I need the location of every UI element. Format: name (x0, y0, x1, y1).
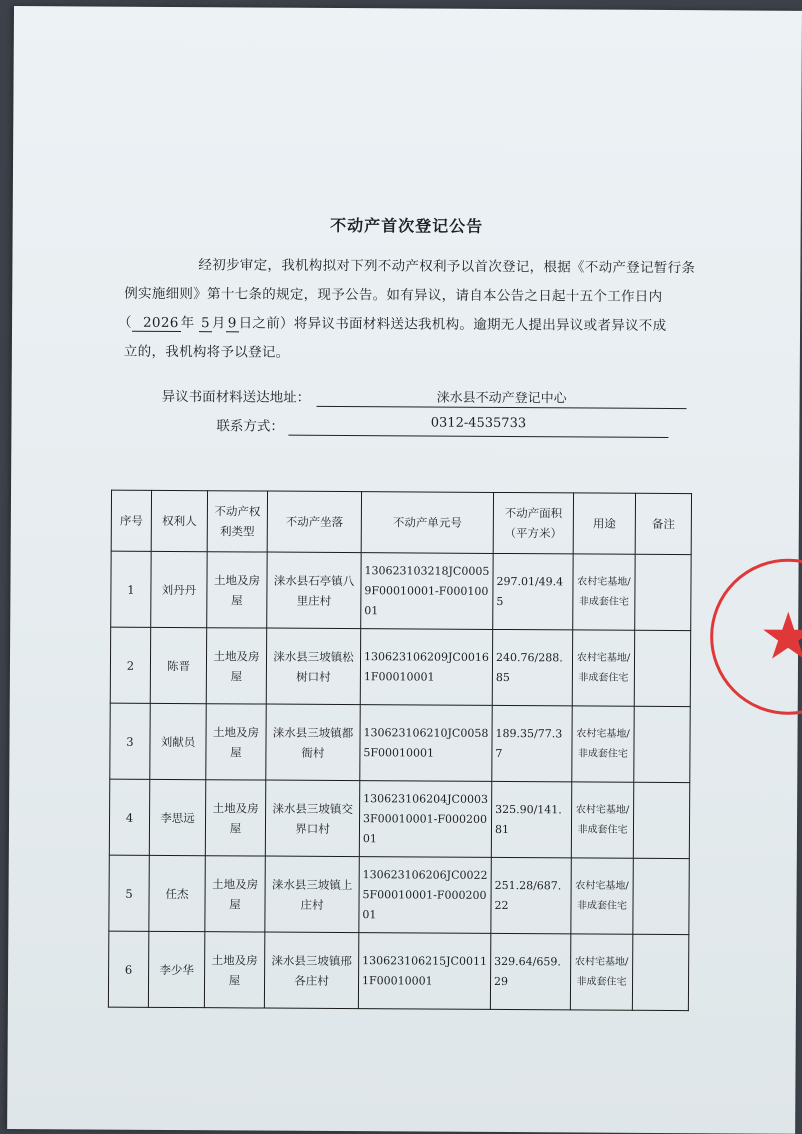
contact-label: 联系方式： (216, 418, 284, 435)
table-row (110, 627, 690, 707)
address-label: 异议书面材料送达地址： (161, 388, 311, 406)
cell-usage: 农村宅基地/非成套住宅 (571, 858, 633, 934)
cell-usage: 农村宅基地/非成套住宅 (572, 630, 634, 706)
cell-owner: 刘丹丹 (151, 551, 207, 627)
body-line-3: （ 2026 年 5 月 9 日之前）将异议书面材料送达我机构。逾期无人提出异议或者异议不成 (118, 314, 667, 334)
seal-graphic (713, 561, 802, 712)
cell-owner: 刘献员 (150, 703, 206, 779)
header-cell: 备注 (635, 493, 691, 554)
cell-location: 涞水县三坡镇都衙村 (266, 704, 360, 781)
body-line-4: 立的，我机构将予以登记。 (123, 343, 290, 361)
cell-unit-number: 130623106215JC00111F00010001 (358, 933, 490, 1010)
registration-table (108, 490, 692, 1012)
table-row (108, 931, 688, 1011)
cell-unit-number: 130623106204JC00033F00010001-F00020001 (359, 781, 491, 858)
header-cell: 权利人 (151, 490, 207, 551)
deadline-year: 2026 (132, 315, 181, 332)
cell-owner: 任杰 (149, 855, 205, 931)
cell-usage: 农村宅基地/非成套住宅 (570, 934, 632, 1010)
cell-right-type: 土地及房屋 (205, 780, 265, 856)
cell-right-type: 土地及房屋 (204, 932, 264, 1008)
deadline-day: 9 (226, 315, 239, 332)
cell-right-type: 土地及房屋 (205, 856, 265, 932)
cell-remark (634, 630, 690, 706)
cell-index: 3 (110, 703, 150, 779)
cell-owner: 李思远 (149, 779, 205, 855)
cell-area: 329.64/659.29 (490, 933, 570, 1009)
deadline-month: 5 (199, 315, 212, 332)
cell-unit-number: 130623106210JC00585F00010001 (360, 705, 492, 782)
cell-index: 2 (110, 627, 150, 703)
notice-title: 不动产首次登记公告 (330, 215, 484, 236)
cell-remark (635, 554, 691, 630)
table-row (109, 855, 689, 935)
address-row (161, 385, 567, 407)
address-value: 涞水县不动产登记中心 (317, 386, 687, 409)
cell-usage: 农村宅基地/非成套住宅 (571, 782, 633, 858)
document-page (7, 6, 802, 1134)
cell-area: 189.35/77.37 (492, 705, 572, 781)
header-cell: 不动产权利类型 (207, 491, 267, 552)
cell-owner: 李少华 (148, 931, 204, 1007)
cell-remark (634, 706, 690, 782)
cell-owner: 陈晋 (150, 627, 206, 703)
header-cell: 序号 (111, 490, 151, 551)
cell-index: 6 (108, 931, 148, 1007)
cell-index: 1 (111, 551, 151, 627)
cell-area: 297.01/49.45 (493, 553, 573, 629)
cell-right-type: 土地及房屋 (206, 628, 266, 704)
contact-row (216, 414, 527, 435)
body-line-1: 经初步审定，我机构拟对下列不动产权利予以首次登记，根据《不动产登记暂行条 (198, 257, 696, 277)
cell-location: 涞水县三坡镇交界口村 (265, 780, 359, 857)
cell-location: 涞水县三坡镇上庄村 (265, 856, 359, 933)
cell-index: 4 (109, 779, 149, 855)
header-cell: 用途 (573, 493, 635, 554)
table-header-row (111, 490, 691, 555)
header-cell: 不动产坐落 (267, 491, 361, 553)
cell-area: 240.76/288.85 (492, 629, 572, 705)
notice-body (118, 251, 710, 371)
cell-unit-number: 130623103218JC00059F00010001-F00010001 (361, 553, 493, 630)
cell-location: 涞水县三坡镇松树口村 (266, 628, 360, 705)
cell-location: 涞水县石亭镇八里庄村 (267, 552, 361, 629)
cell-remark (632, 934, 688, 1010)
cell-right-type: 土地及房屋 (207, 552, 267, 628)
cell-unit-number: 130623106206JC00225F00010001-F00020001 (359, 857, 491, 934)
cell-area: 325.90/141.81 (491, 781, 571, 857)
header-cell: 不动产面积（平方米） (493, 492, 573, 553)
cell-location: 涞水县三坡镇邢各庄村 (264, 932, 358, 1009)
cell-usage: 农村宅基地/非成套住宅 (572, 706, 634, 782)
cell-remark (633, 782, 689, 858)
contact-value: 0312-4535733 (288, 415, 668, 438)
seal-star-icon (763, 612, 802, 659)
table-row (110, 703, 690, 783)
official-seal (710, 558, 802, 715)
cell-index: 5 (109, 855, 149, 931)
cell-usage: 农村宅基地/非成套住宅 (573, 554, 635, 630)
table-row (111, 551, 691, 631)
cell-unit-number: 130623106209JC00161F00010001 (360, 629, 492, 706)
table-row (109, 779, 689, 859)
header-cell: 不动产单元号 (361, 492, 493, 554)
cell-area: 251.28/687.22 (491, 857, 571, 933)
cell-right-type: 土地及房屋 (206, 704, 266, 780)
cell-remark (633, 858, 689, 934)
body-line-2: 例实施细则》第十七条的规定，现予公告。如有异议，请自本公告之日起十五个工作日内 (124, 285, 663, 305)
